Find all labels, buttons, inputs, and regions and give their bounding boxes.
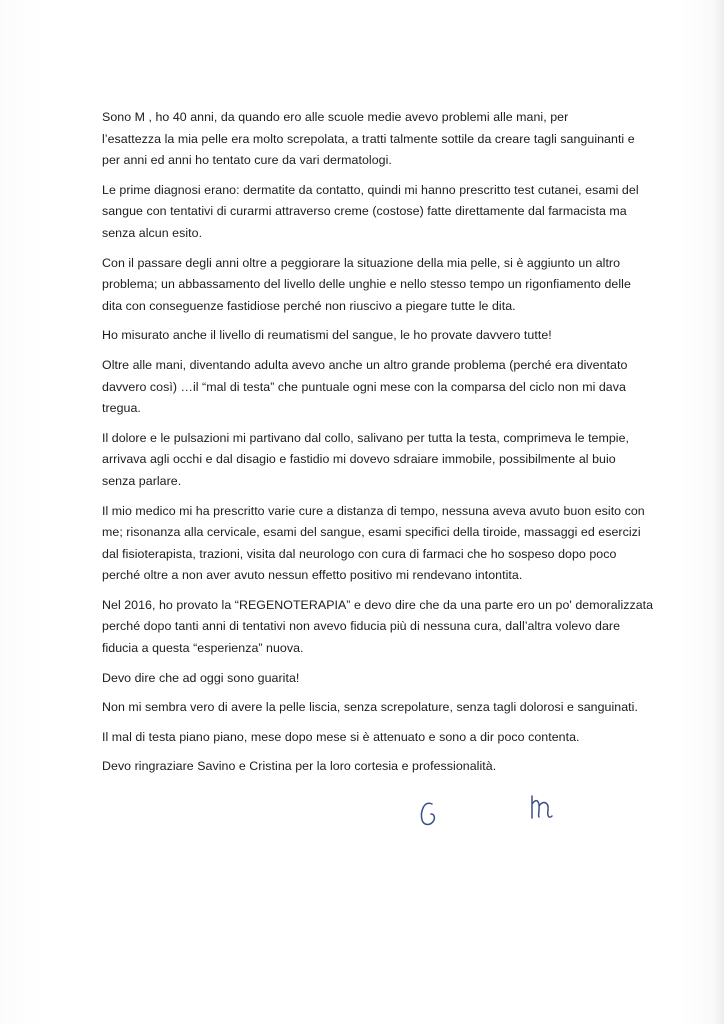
paragraph-first-diagnoses: Le prime diagnosi erano: dermatite da contatto, quindi mi hanno prescritto test cutanei, esami del sangue con tentativi di curarmi attraverso creme (costose) fatte direttamente dal farmacista ma senza alcun esito. — [102, 182, 639, 240]
paragraph-healed: Devo dire che ad oggi sono guarita! — [102, 670, 300, 685]
paragraph-introduction: Sono M , ho 40 anni, da quando ero alle scuole medie avevo problemi alle mani, per l’esattezza la mia pelle era molto screpolata, a tratti talmente sottile da creare tagli sanguinanti e per anni ed anni ho tentato cure da vari dermatologi. — [102, 110, 635, 168]
signature-initial-m — [532, 796, 552, 818]
paragraph-thanks: Devo ringraziare Savino e Cristina per la loro cortesia e professionalità. — [102, 759, 497, 774]
paragraph-doctor-treatments: Il mio medico mi ha prescritto varie cure a distanza di tempo, nessuna aveva avuto buon esito con me; risonanza alla cervicale, esami del sangue, esami specifici della tiroide, massaggi ed esercizi dal fisioterapista, trazioni, visita dal neurologo con cura di farmaci che ho sospeso dopo poco perché oltre a non aver avuto nessun effetto positivo mi rendevano intontita. — [102, 503, 645, 583]
paragraph-smooth-skin: Non mi sembra vero di avere la pelle liscia, senza screpolature, senza tagli dolorosi e sanguinati. — [102, 700, 638, 715]
paragraph-headache: Oltre alle mani, diventando adulta avevo anche un altro grande problema (perché era diventato davvero così) …il “mal di testa” che puntuale ogni mese con la comparsa del ciclo non mi dava tregua. — [102, 357, 628, 416]
scan-edge-shadow — [714, 0, 724, 1024]
paragraph-worsening: Con il passare degli anni oltre a peggiorare la situazione della mia pelle, si è aggiunto un altro problema; un abbassamento del livello delle unghie e nello stesso tempo un rigonfiamento delle dita con conseguenze fastidiose perché non riuscivo a piegare tutte le dita. — [102, 255, 631, 313]
signature-initial-g — [421, 803, 434, 824]
paragraph-regenoterapia: Nel 2016, ho provato la “REGENOTERAPIA” e devo dire che da una parte ero un po' demoralizzata perché dopo tanti anni di tentativi non avevo fiducia più di nessuna cura, dall’altra volevo dare fiducia a questa “esperienza” nuova. — [102, 597, 654, 656]
handwritten-signature — [418, 786, 578, 836]
paragraph-rheumatism-test: Ho misurato anche il livello di reumatismi del sangue, le ho provate davvero tutte! — [102, 328, 552, 343]
letter-body — [102, 107, 662, 786]
paragraph-headache-improved: Il mal di testa piano piano, mese dopo mese si è attenuato e sono a dir poco contenta. — [102, 729, 580, 744]
paragraph-pain-description: Il dolore e le pulsazioni mi partivano dal collo, salivano per tutta la testa, comprimeva le tempie, arrivava agli occhi e dal disagio e fastidio mi dovevo sdraiare immobile, possibilmente al buio senza parlare. — [102, 430, 630, 488]
